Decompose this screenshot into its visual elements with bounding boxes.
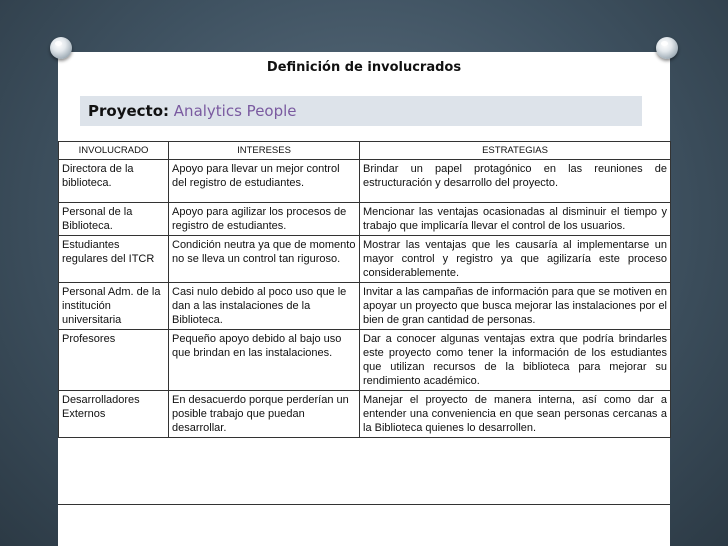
cell-estrategias: Brindar un papel protagónico en las reuniones de estructuración y desarrollo del proyecto. [360,160,671,203]
table-row [59,160,671,203]
table-footer-strip [58,504,670,530]
cell-estrategias: Invitar a las campañas de información para que se motiven en apoyar un proyecto que busca mejorar las instalaciones por el bien de gran cantidad de personas. [360,283,671,330]
table-row [59,391,671,438]
cell-intereses: Condición neutra ya que de momento no se lleva un control tan riguroso. [169,236,360,283]
header-involucrado: INVOLUCRADO [59,142,169,160]
cell-involucrado: Personal de la Biblioteca. [59,203,169,236]
project-bar [80,96,642,126]
cell-involucrado: Personal Adm. de la institución universitaria [59,283,169,330]
header-intereses: INTERESES [169,142,360,160]
cell-intereses: Apoyo para llevar un mejor control del registro de estudiantes. [169,160,360,203]
cell-estrategias: Mostrar las ventajas que les causaría al implementarse un mayor control y registro ya que agilizaría este proceso considerablemente. [360,236,671,283]
cell-estrategias: Mencionar las ventajas ocasionadas al disminuir el tiempo y trabajo que implicaría llevar el control de los usuarios. [360,203,671,236]
stakeholders-table [58,141,671,438]
table-row [59,236,671,283]
table-row [59,203,671,236]
table-header-row [59,142,671,160]
cell-intereses: En desacuerdo porque perderían un posible trabajo que puedan desarrollar. [169,391,360,438]
cell-involucrado: Profesores [59,330,169,391]
project-key: Proyecto: [88,102,170,120]
pushpin-icon-right [656,37,678,59]
cell-involucrado: Directora de la biblioteca. [59,160,169,203]
header-estrategias: ESTRATEGIAS [360,142,671,160]
table-row [59,283,671,330]
table-row [59,330,671,391]
cell-involucrado: Desarrolladores Externos [59,391,169,438]
cell-intereses: Pequeño apoyo debido al bajo uso que brindan en las instalaciones. [169,330,360,391]
slide-title: Definición de involucrados [266,60,462,75]
pushpin-icon-left [50,37,72,59]
cell-estrategias: Dar a conocer algunas ventajas extra que podría brindarles este proyecto como tener la información de los estudiantes que utilizan recursos de la biblioteca para mejorar su rendimiento académico. [360,330,671,391]
project-value: Analytics People [173,102,297,120]
cell-estrategias: Manejar el proyecto de manera interna, así como dar a entender una conveniencia en que sean personas cercanas a la Biblioteca quienes lo desarrollen. [360,391,671,438]
cell-intereses: Casi nulo debido al poco uso que le dan a las instalaciones de la Biblioteca. [169,283,360,330]
cell-intereses: Apoyo para agilizar los procesos de registro de estudiantes. [169,203,360,236]
cell-involucrado: Estudiantes regulares del ITCR [59,236,169,283]
